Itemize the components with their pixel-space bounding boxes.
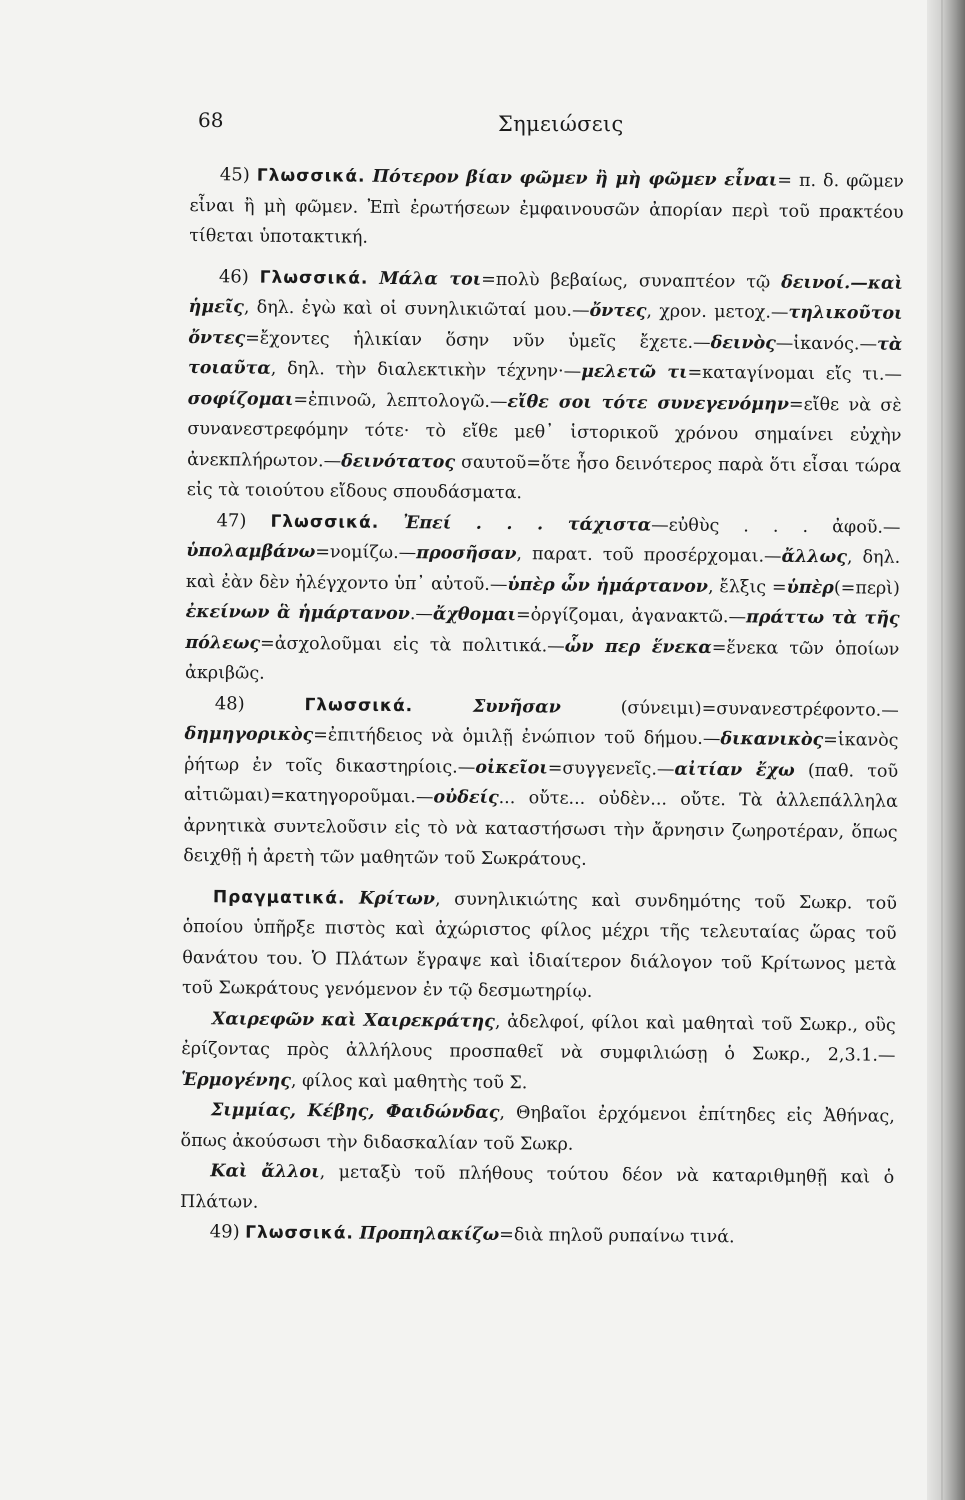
note-rubric: Γλωσσικά. xyxy=(270,511,380,533)
lemma: Πότερον βίαν φῶμεν ἢ μὴ φῶμεν εἶναι xyxy=(372,166,778,191)
lemma: αἰτίαν ἔχω xyxy=(674,759,795,781)
pragmatika-entry-3 xyxy=(180,1095,895,1163)
gloss: , δηλ. τὴν διαλεκτικὴν τέχνην·— xyxy=(270,358,582,382)
lemma: ὧν περ ἕνεκα xyxy=(564,636,712,658)
note-49 xyxy=(180,1217,894,1254)
page-edge-line xyxy=(941,0,943,1500)
lemma: οὐδείς xyxy=(433,787,499,808)
gloss: =ἔχοντες ἡλικίαν ὅσην νῦν ὑμεῖς ἔχετε.— xyxy=(245,328,711,353)
entry-text xyxy=(180,1100,894,1154)
gloss: —ἱκανός.— xyxy=(775,333,878,355)
lemma: μελετῶ τι xyxy=(581,361,688,383)
lemma: ὑπὲρ ὧν ἡμάρτανον xyxy=(507,574,709,597)
page-edge-shadow xyxy=(927,0,965,1500)
gloss: , δηλ. καὶ ἐὰν δὲν ἠλέγχοντο ὑπ᾽ αὐτοῦ.— xyxy=(185,547,901,595)
entry-text xyxy=(180,1161,894,1212)
gloss: , ἔλξις = xyxy=(707,576,787,598)
lemma: σοφίζομαι xyxy=(187,388,294,410)
pragmatika-entry-1 xyxy=(182,881,897,1010)
gloss: (σύνειμι)=συνανεστρέφοντο.— xyxy=(560,697,899,721)
note-text xyxy=(359,1224,734,1248)
page-header xyxy=(198,108,898,148)
lemma: ὄντες xyxy=(589,300,647,322)
gloss: =ἱκανὸς ῥήτωρ ἐν τοῖς δικαστηρίοις.— xyxy=(184,730,899,778)
lemma: Κρίτων xyxy=(359,888,436,909)
lemma: Σιμμίας, Κέβης, Φαιδώνδας xyxy=(210,1100,500,1124)
note-rubric: Γλωσσικά. xyxy=(256,165,366,187)
pragmatika-entry-2 xyxy=(181,1003,896,1101)
note-rubric: Γλωσσικά. xyxy=(245,1222,355,1244)
lemma: εἴθε σοι τότε συνεγενόμην xyxy=(507,391,790,415)
gloss: =πολὺ βεβαίως, συναπτέον τῷ xyxy=(481,269,782,293)
note-text xyxy=(183,696,899,870)
lemma: ἐκείνων ἃ ἡμάρτανον xyxy=(185,601,410,625)
note-number: 45) xyxy=(219,164,250,186)
lemma: Ἑρμογένης xyxy=(181,1069,291,1091)
section-title: Πραγματικά. xyxy=(212,886,346,909)
gloss: =ἐπινοῶ, λεπτολογῶ.— xyxy=(293,389,508,412)
lemma: δεινοί.—καὶ ἡμεῖς xyxy=(188,272,903,318)
note-text xyxy=(186,265,903,504)
lemma: ἄχθομαι xyxy=(432,604,517,626)
gloss: —εὐθὺς . . . ἀφοῦ.— xyxy=(651,514,901,538)
lemma: Προπηλακίζω xyxy=(359,1223,500,1246)
lemma: τηλικοῦτοι ὄντες xyxy=(188,302,903,349)
note-rubric: Γλωσσικά. xyxy=(304,694,414,716)
gloss: =ὀργίζομαι, ἀγανακτῶ.— xyxy=(515,605,747,628)
lemma: δικανικὸς xyxy=(720,729,824,751)
lemma: προσῆσαν xyxy=(416,543,517,565)
gloss: , δηλ. ἐγὼ καὶ οἱ συνηλικιῶταί μου.— xyxy=(243,297,590,321)
gloss: .— xyxy=(409,604,434,625)
note-47 xyxy=(185,505,901,695)
gloss: σαυτοῦ=ὅτε ἦσο δεινότερος παρὰ ὅτι εἶσαι τώρα εἰς τὰ τοιούτου εἴδους σπουδάσματα. xyxy=(186,452,902,504)
note-number: 46) xyxy=(218,265,249,288)
note-48 xyxy=(183,688,899,878)
gloss: =νομίζω.— xyxy=(315,542,417,564)
page-body xyxy=(180,160,904,1254)
gloss: =ἕνεκα τῶν ὁποίων ἀκριβῶς. xyxy=(184,637,900,684)
lemma: οἰκεῖοι xyxy=(475,757,548,778)
lemma: ὑπὲρ xyxy=(786,577,834,598)
gloss: =καταγίνομαι εἴς τι.— xyxy=(687,362,903,385)
note-number: 47) xyxy=(216,509,247,532)
lemma: πράττω τὰ τῆς πόλεως xyxy=(185,607,900,654)
gloss: , συνηλικιώτης καὶ συνδημότης τοῦ Σωκρ. τοῦ ὁποίου ὑπῆρξε πιστὸς καὶ ἀχώριστος φίλος μέχρι τῆς τελευταίας ὥρας τοῦ θανάτου του. Ὁ Πλάτων ἔγραψε καὶ ἰδιαίτερον διάλογον τοῦ Κρίτωνος μετὰ τοῦ Σωκράτους γενόμενον ἐν τῷ δεσμωτηρίῳ. xyxy=(181,888,897,1002)
gloss: , Θηβαῖοι ἐρχόμενοι ἐπίτηδες εἰς Ἀθήνας, ὅπως ἀκούσωσι τὴν διδασκαλίαν τοῦ Σωκρ. xyxy=(180,1103,895,1155)
gloss: =συγγενεῖς.— xyxy=(547,757,675,780)
gloss: , μεταξὺ τοῦ πλήθους τούτου δέον νὰ καταριθμηθῇ καὶ ὁ Πλάτων. xyxy=(179,1162,895,1213)
note-rubric: Γλωσσικά. xyxy=(259,267,369,289)
note-number: 49) xyxy=(209,1221,240,1243)
gloss: =διὰ πηλοῦ ρυπαίνω τινά. xyxy=(499,1225,735,1248)
lemma: δημηγορικὸς xyxy=(184,723,314,746)
gloss: (παθ. τοῦ αἰτιῶμαι)=κατηγοροῦμαι.— xyxy=(183,760,899,808)
pragmatika-entry-4 xyxy=(180,1156,895,1224)
page-number: 68 xyxy=(198,108,224,132)
lemma: Συνῆσαν xyxy=(472,696,561,718)
note-number: 48) xyxy=(214,692,245,715)
gloss: (=περὶ) xyxy=(833,577,901,599)
gloss: , χρον. μετοχ.— xyxy=(646,301,789,323)
lemma: Καὶ ἄλλοι xyxy=(210,1161,320,1183)
lemma: τὰ τοιαῦτα xyxy=(187,334,903,379)
gloss: , παρατ. τοῦ προσέρχομαι.— xyxy=(516,544,782,567)
gloss: , φίλος καὶ μαθητὴς τοῦ Σ. xyxy=(290,1070,528,1093)
lemma: Χαιρεφῶν καὶ Χαιρεκράτης xyxy=(211,1008,495,1032)
lemma: ὑπολαμβάνω xyxy=(186,540,316,563)
entry-text xyxy=(181,1009,896,1093)
note-45 xyxy=(189,160,904,258)
gloss: = π. δ. φῶμεν εἶναι ἢ μὴ φῶμεν. Ἐπὶ ἐρωτήσεων ἐμφαινουσῶν ἀπορίαν περὶ τοῦ πρακτέου τίθεται ὑποτακτική. xyxy=(189,170,904,248)
gloss: , ἀδελφοί, φίλοι καὶ μαθηταὶ τοῦ Σωκρ., οὓς ἐρίζοντας πρὸς ἀλλήλους προσπαθεῖ νὰ συμφιλιώσῃ ὁ Σωκρ., 2,3.1.— xyxy=(181,1011,896,1066)
lemma: Μάλα τοι xyxy=(379,268,482,290)
lemma: δεινότατος xyxy=(341,450,456,473)
gloss: =εἴθε νὰ σὲ συνανεστρεφόμην τότε· τὸ εἴθε μεθ᾽ ἱστορικοῦ χρόνου σημαίνει εὐχὴν ἀνεκπλήρωτον.— xyxy=(187,394,902,471)
gloss: ... οὔτε... οὐδὲν... οὔτε. Τὰ ἀλλεπάλληλα ἀρνητικὰ συντελοῦσιν εἰς τὸ νὰ καταστήσωσι τὴν ἄρνησιν ζωηροτέραν, ὅπως δειχθῇ ἡ ἀρετὴ τῶν μαθητῶν τοῦ Σωκράτους. xyxy=(183,787,898,870)
gloss: =ἐπιτήδειος νὰ ὁμιλῇ ἐνώπιον τοῦ δήμου.— xyxy=(313,725,721,750)
lemma: ἄλλως xyxy=(781,546,847,568)
note-text xyxy=(185,513,901,684)
lemma: δεινὸς xyxy=(710,332,776,354)
gloss: =ἀσχολοῦμαι εἰς τὰ πολιτικά.— xyxy=(259,633,565,657)
lemma: Ἐπεί . . . τάχιστα xyxy=(403,512,652,535)
running-title: Σημειώσεις xyxy=(498,112,624,136)
note-46 xyxy=(187,261,903,512)
